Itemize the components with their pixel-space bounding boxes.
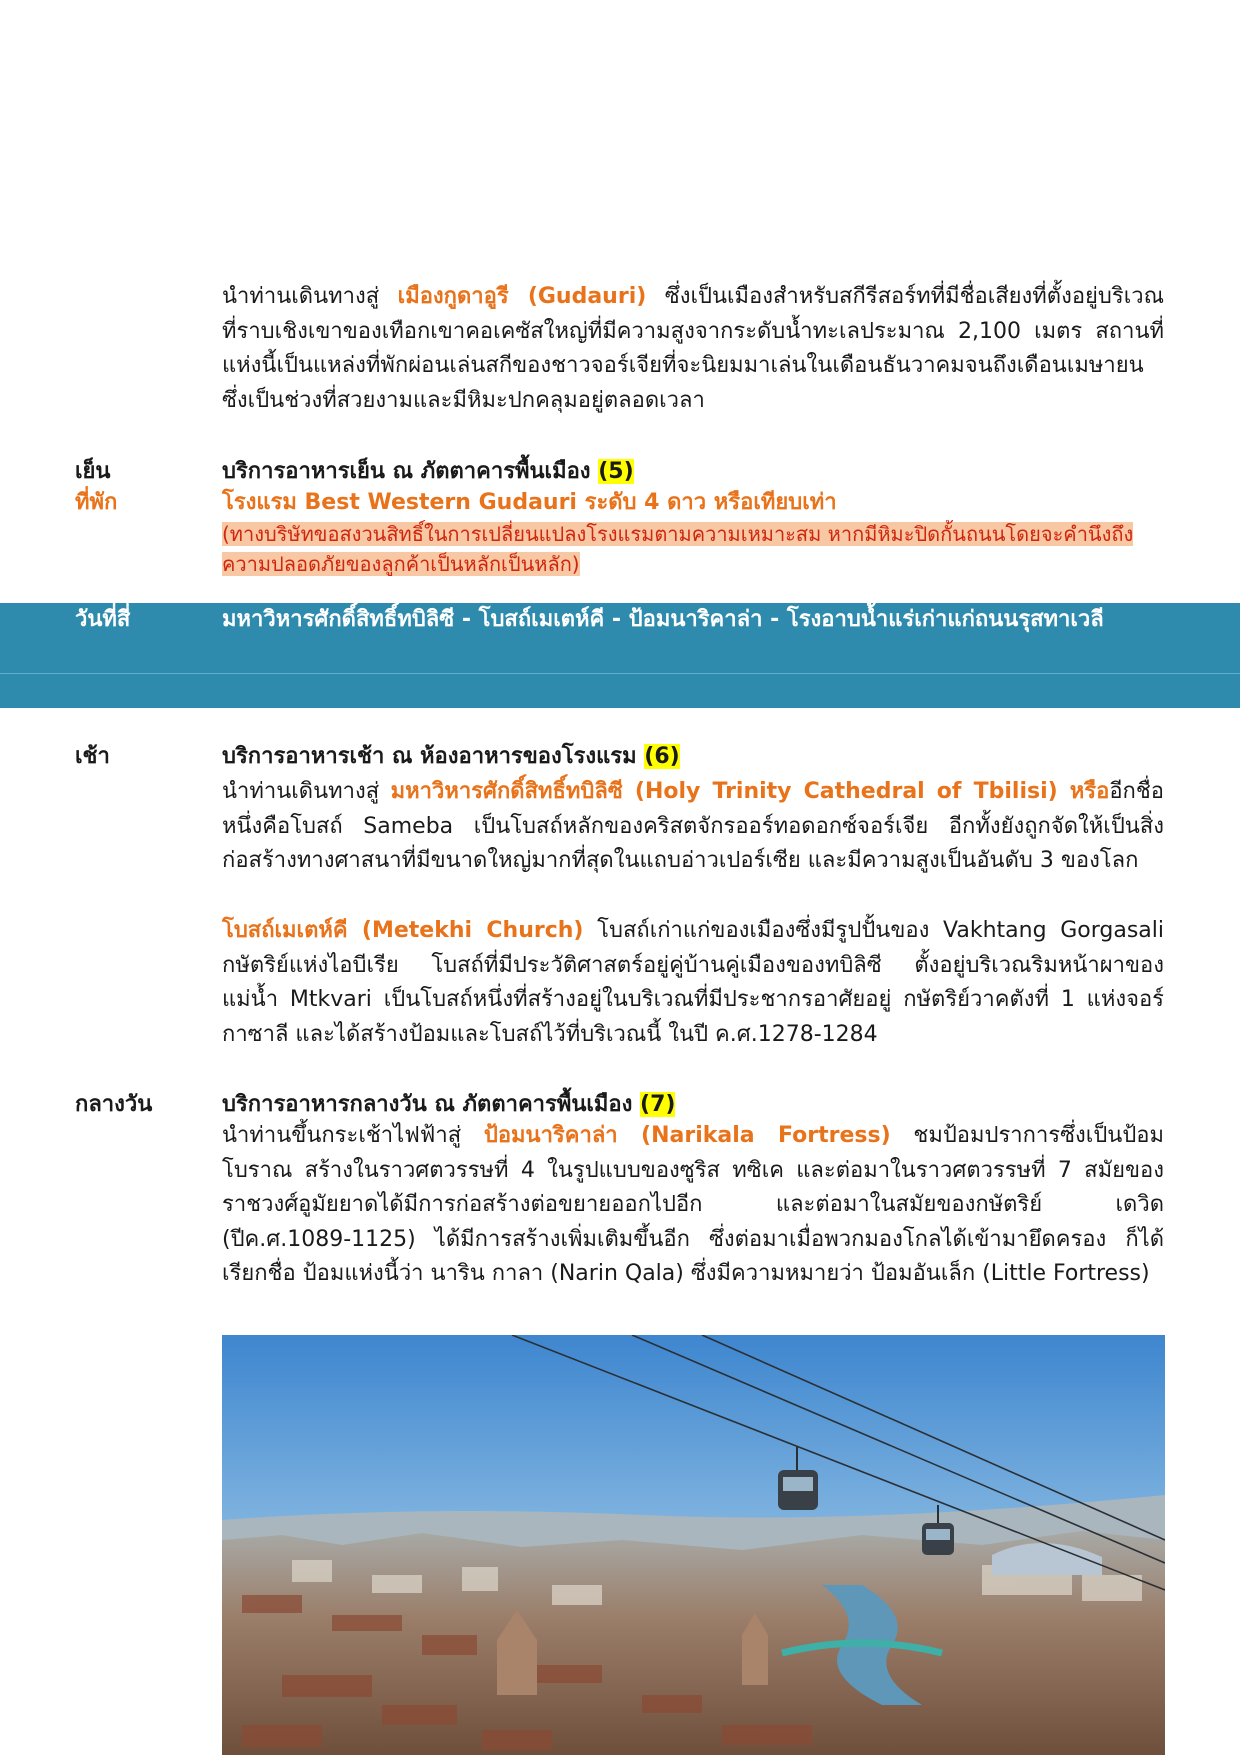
metekhi-text: โบสถ์เก่าแก่ของเมืองซึ่งมีรูปปั้นของ Vakhtang Gorgasali กษัตริย์แห่งไอบีเรีย โบสถ์ที่มีประวัติศาสตร์อยู่คู่บ้านคู่เมืองของทบิลิซี ตั้งอยู่บริเวณริมหน้าผาของแม่น้ำ Mtkvari เป็นโบสถ์หนึ่งที่สร้างอยู่ในบริเวณที่มีประชากรอาศัยอยู่ กษัตริย์วาคตังที่ 1 แห่งจอร์กาซาลี และได้สร้างป้อมและโบสถ์ไว้ที่บริเวณนี้ ในปี ค.ศ.1278-1284 (222, 918, 1164, 1047)
narikala-text: ชมป้อมปราการซึ่งเป็นป้อมโบราณ สร้างในราวศตวรรษที่ 4 ในรูปแบบของซูริส ทซิเค และต่อมาในราวศตวรรษที่ 7 สมัยของราชวงศ์อูมัยยาดได้มีการก่อสร้างต่อขยายออกไปอีก และต่อมาในสมัยของกษัตริย์ เดวิด (ปีค.ศ.1089-1125) ได้มีการสร้างเพิ่มเติมขึ้นอีก ซึ่งต่อมาเมื่อพวกมองโกลได้เข้ามายึดครอง ก็ได้เรียกชื่อ ป้อมแห่งนี้ว่า นาริน กาลา (Narin Qala) ซึ่งมีความหมายว่า ป้อมอันเล็ก (Little Fortress) (222, 1123, 1165, 1286)
dinner-text: บริการอาหารเย็น ณ ภัตตาคารพื้นเมือง (222, 459, 591, 484)
dinner-line (222, 455, 1164, 489)
trinity-text: อีกชื่อหนึ่งคือโบสถ์ Sameba เป็นโบสถ์หลักของคริสตจักรออร์ทอดอกซ์จอร์เจีย อีกทั้งยังถูกจัดให้เป็นสิ่งก่อสร้างทางศาสนาที่มีขนาดใหญ่มากที่สุดในแถบอ่าวเปอร์เซีย และมีความสูงเป็นอันดับ 3 ของโลก (222, 779, 1165, 873)
lunch-meal-number: (7) (640, 1092, 676, 1117)
lunch-line (222, 1088, 1164, 1122)
cable-car-city-photo (222, 1335, 1165, 1755)
dinner-meal-number: (5) (598, 459, 634, 484)
day-title: มหาวิหารศักดิ์สิทธิ์ทบิลิซี - โบสถ์เมเตห์คี - ป้อมนาริคาล่า - โรงอาบน้ำแร่เก่าแก่ถนนรุสทาเวลี (222, 607, 1104, 632)
narikala-intro: นำท่านขึ้นกระเช้าไฟฟ้าสู่ (222, 1123, 484, 1148)
narikala-paragraph (222, 1119, 1164, 1292)
breakfast-label: เช้า (75, 744, 110, 769)
day-header-band (0, 603, 1240, 673)
narikala-place: ป้อมนาริคาล่า (Narikala Fortress) (483, 1123, 891, 1148)
breakfast-text: บริการอาหารเช้า ณ ห้องอาหารของโรงแรม (222, 744, 637, 769)
breakfast-line (222, 740, 1164, 774)
gudauri-text: ซึ่งเป็นเมืองสำหรับสกีรีสอร์ทที่มีชื่อเสียงที่ตั้งอยู่บริเวณที่ราบเชิงเขาของเทือกเขาคอเคซัสใหญ่ที่มีความสูงจากระดับน้ำทะเลประมาณ 2,100 เมตร สถานที่แห่งนี้เป็นแหล่งที่พักผ่อนเล่นสกีของชาวจอร์เจียที่จะนิยมมาเล่นในเดือนธันวาคมจนถึงเดือนเมษายน ซึ่งเป็นช่วงที่สวยงามและมีหิมะปกคลุมอยู่ตลอดเวลา (222, 284, 1164, 413)
trinity-paragraph (222, 775, 1164, 879)
gudauri-intro: นำท่านเดินทางสู่ (222, 284, 398, 309)
hotel-label: ที่พัก (75, 490, 118, 515)
day-header-band-lower (0, 673, 1240, 708)
lunch-label: กลางวัน (75, 1092, 153, 1117)
gudauri-paragraph (222, 280, 1164, 418)
gudauri-place: เมืองกูดาอูรี (Gudauri) (397, 284, 647, 309)
metekhi-paragraph (222, 914, 1164, 1052)
dinner-label: เย็น (75, 459, 111, 484)
breakfast-meal-number: (6) (644, 744, 680, 769)
hotel-note-block (222, 519, 1164, 579)
hotel-name: โรงแรม Best Western Gudauri ระดับ 4 ดาว หรือเทียบเท่า (222, 490, 837, 515)
day-label: วันที่สี่ (75, 607, 131, 632)
lunch-text: บริการอาหารกลางวัน ณ ภัตตาคารพื้นเมือง (222, 1092, 633, 1117)
trinity-place: มหาวิหารศักดิ์สิทธิ์ทบิลิซี (Holy Trinity Cathedral of Tbilisi) หรือ (390, 779, 1110, 804)
hotel-note: (ทางบริษัทขอสงวนสิทธิ์ในการเปลี่ยนแปลงโรงแรมตามความเหมาะสม หากมีหิมะปิดกั้นถนนโดยจะคำนึงถึงความปลอดภัยของลูกค้าเป็นหลักเป็นหลัก) (222, 522, 1134, 576)
metekhi-place: โบสถ์เมเตห์คี (Metekhi Church) (222, 918, 584, 943)
trinity-intro: นำท่านเดินทางสู่ (222, 779, 391, 804)
